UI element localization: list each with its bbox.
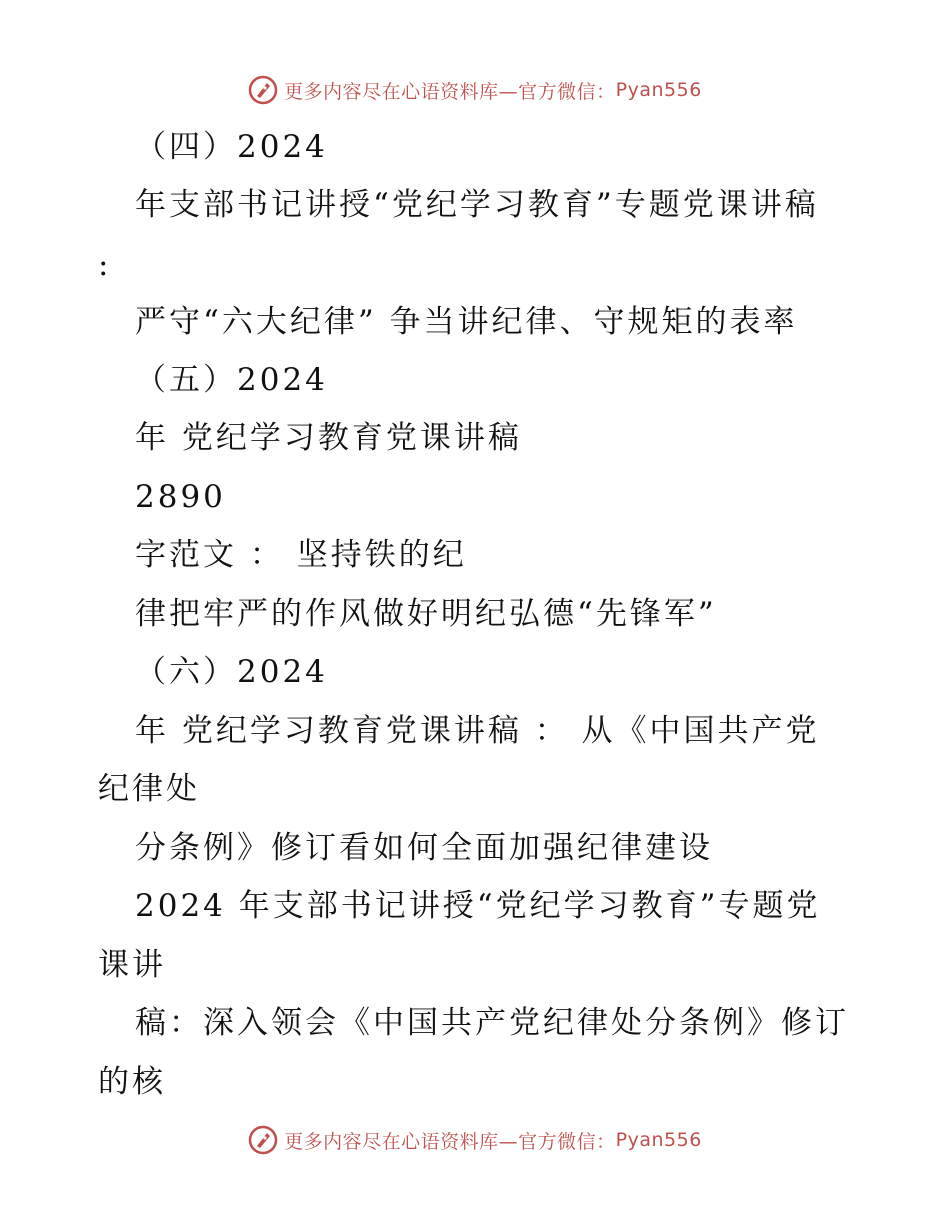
line-3: :	[98, 247, 112, 283]
footer-wechat-id: Pyan556	[615, 1129, 702, 1151]
line-8: 字范文 ： 坚持铁的纪	[135, 537, 467, 573]
line-10: （六）2024	[135, 654, 328, 690]
header-wechat-id: Pyan556	[615, 79, 702, 101]
pen-nib-logo-icon	[248, 75, 278, 105]
footer-banner-text: 更多内容尽在心语资料库—官方微信：	[284, 1130, 616, 1153]
line-16: 稿：深入领会《中国共产党纪律处分条例》修订	[135, 1005, 849, 1041]
pen-nib-logo-icon	[248, 1125, 278, 1155]
line-15: 课讲	[98, 947, 166, 983]
line-5: （五）2024	[135, 362, 328, 398]
header-banner	[0, 70, 950, 110]
line-11: 年 党纪学习教育党课讲稿 ： 从《中国共产党	[135, 713, 820, 749]
line-4: 严守“六大纪律” 争当讲纪律、守规矩的表率	[135, 304, 798, 340]
footer-banner	[0, 1120, 950, 1160]
header-banner-text: 更多内容尽在心语资料库—官方微信：	[284, 80, 616, 103]
line-9: 律把牢严的作风做好明纪弘德“先锋军”	[135, 596, 717, 632]
line-17: 的核	[98, 1064, 166, 1100]
line-6: 年 党纪学习教育党课讲稿	[135, 420, 522, 456]
line-2: 年支部书记讲授“党纪学习教育”专题党课讲稿	[135, 187, 819, 223]
line-1: （四）2024	[135, 129, 328, 165]
line-14: 2024 年支部书记讲授“党纪学习教育”专题党	[135, 888, 821, 924]
line-13: 分条例》修订看如何全面加强纪律建设	[135, 830, 713, 866]
line-7: 2890	[135, 479, 226, 515]
line-12: 纪律处	[98, 771, 200, 807]
